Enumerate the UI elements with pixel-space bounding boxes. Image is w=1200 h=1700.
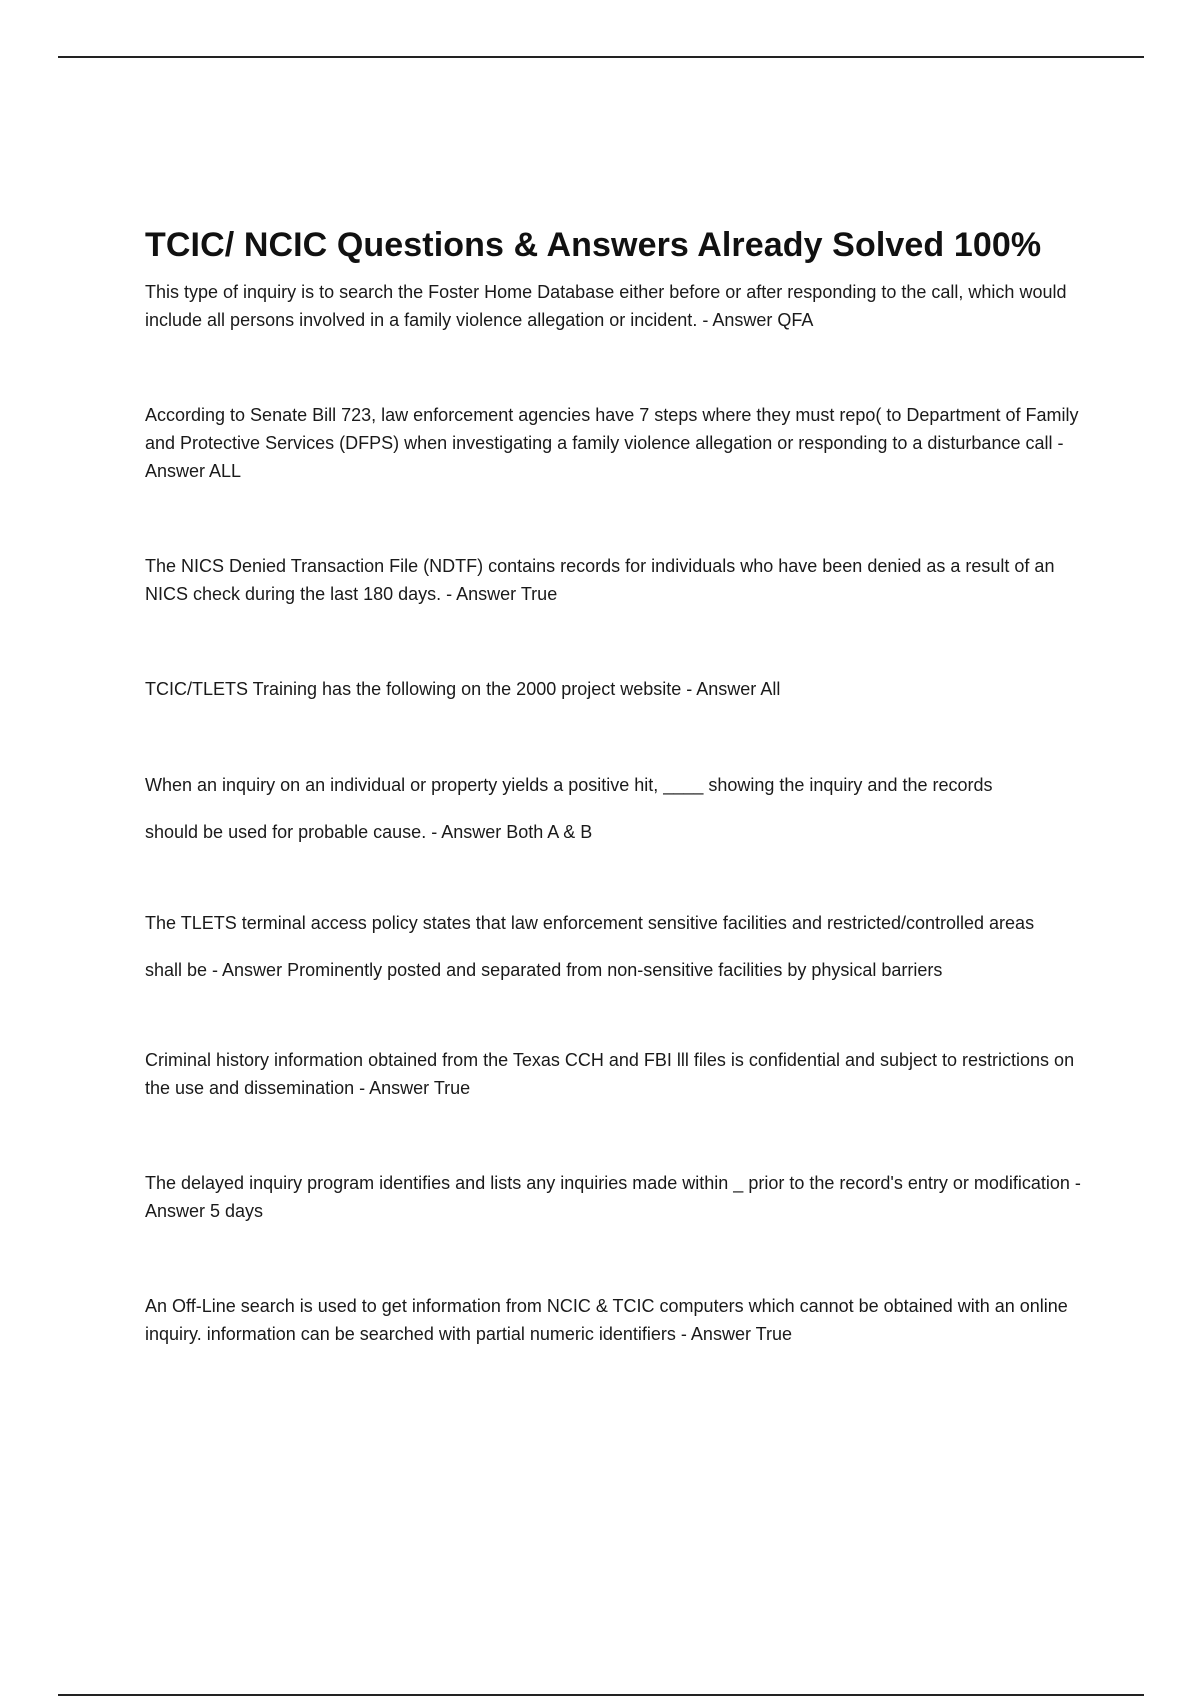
qa-item-2: According to Senate Bill 723, law enforcement agencies have 7 steps where they must repo( to Department of Family and Protective Services (DFPS) when investigating a family violence allegation or responding to a disturbance call - Answer ALL — [145, 405, 1079, 481]
qa-item-7: Criminal history information obtained from the Texas CCH and FBI lll files is confidential and subject to restrictions on the use and dissemination - Answer True — [145, 1050, 1075, 1098]
bottom-divider — [58, 1694, 1144, 1696]
qa-item-9: An Off-Line search is used to get information from NCIC & TCIC computers which cannot be obtained with an online inquiry. information can be searched with partial numeric identifiers - Answer True — [145, 1296, 1068, 1344]
top-divider — [58, 56, 1144, 58]
document-body — [145, 226, 1095, 1415]
document-title: TCIC/ NCIC Questions & Answers Already Solved 100% — [145, 226, 1042, 264]
qa-item-3: The NICS Denied Transaction File (NDTF) contains records for individuals who have been denied as a result of an NICS check during the last 180 days. - Answer True — [145, 556, 1055, 604]
qa-item-4: TCIC/TLETS Training has the following on the 2000 project website - Answer All — [145, 679, 781, 699]
qa-item-8: The delayed inquiry program identifies and lists any inquiries made within _ prior to the record's entry or modification - Answer 5 days — [145, 1173, 1081, 1221]
qa-item-6: The TLETS terminal access policy states that law enforcement sensitive facilities and restricted/controlled areas shall be - Answer Prominently posted and separated from non-sensitive facilities by physical barriers — [145, 913, 1035, 980]
qa-item-1: This type of inquiry is to search the Foster Home Database either before or after responding to the call, which would include all persons involved in a family violence allegation or incident. - Answer QFA — [145, 282, 1067, 330]
qa-item-5: When an inquiry on an individual or property yields a positive hit, ____ showing the inquiry and the records should be used for probable cause. - Answer Both A & B — [145, 775, 993, 842]
